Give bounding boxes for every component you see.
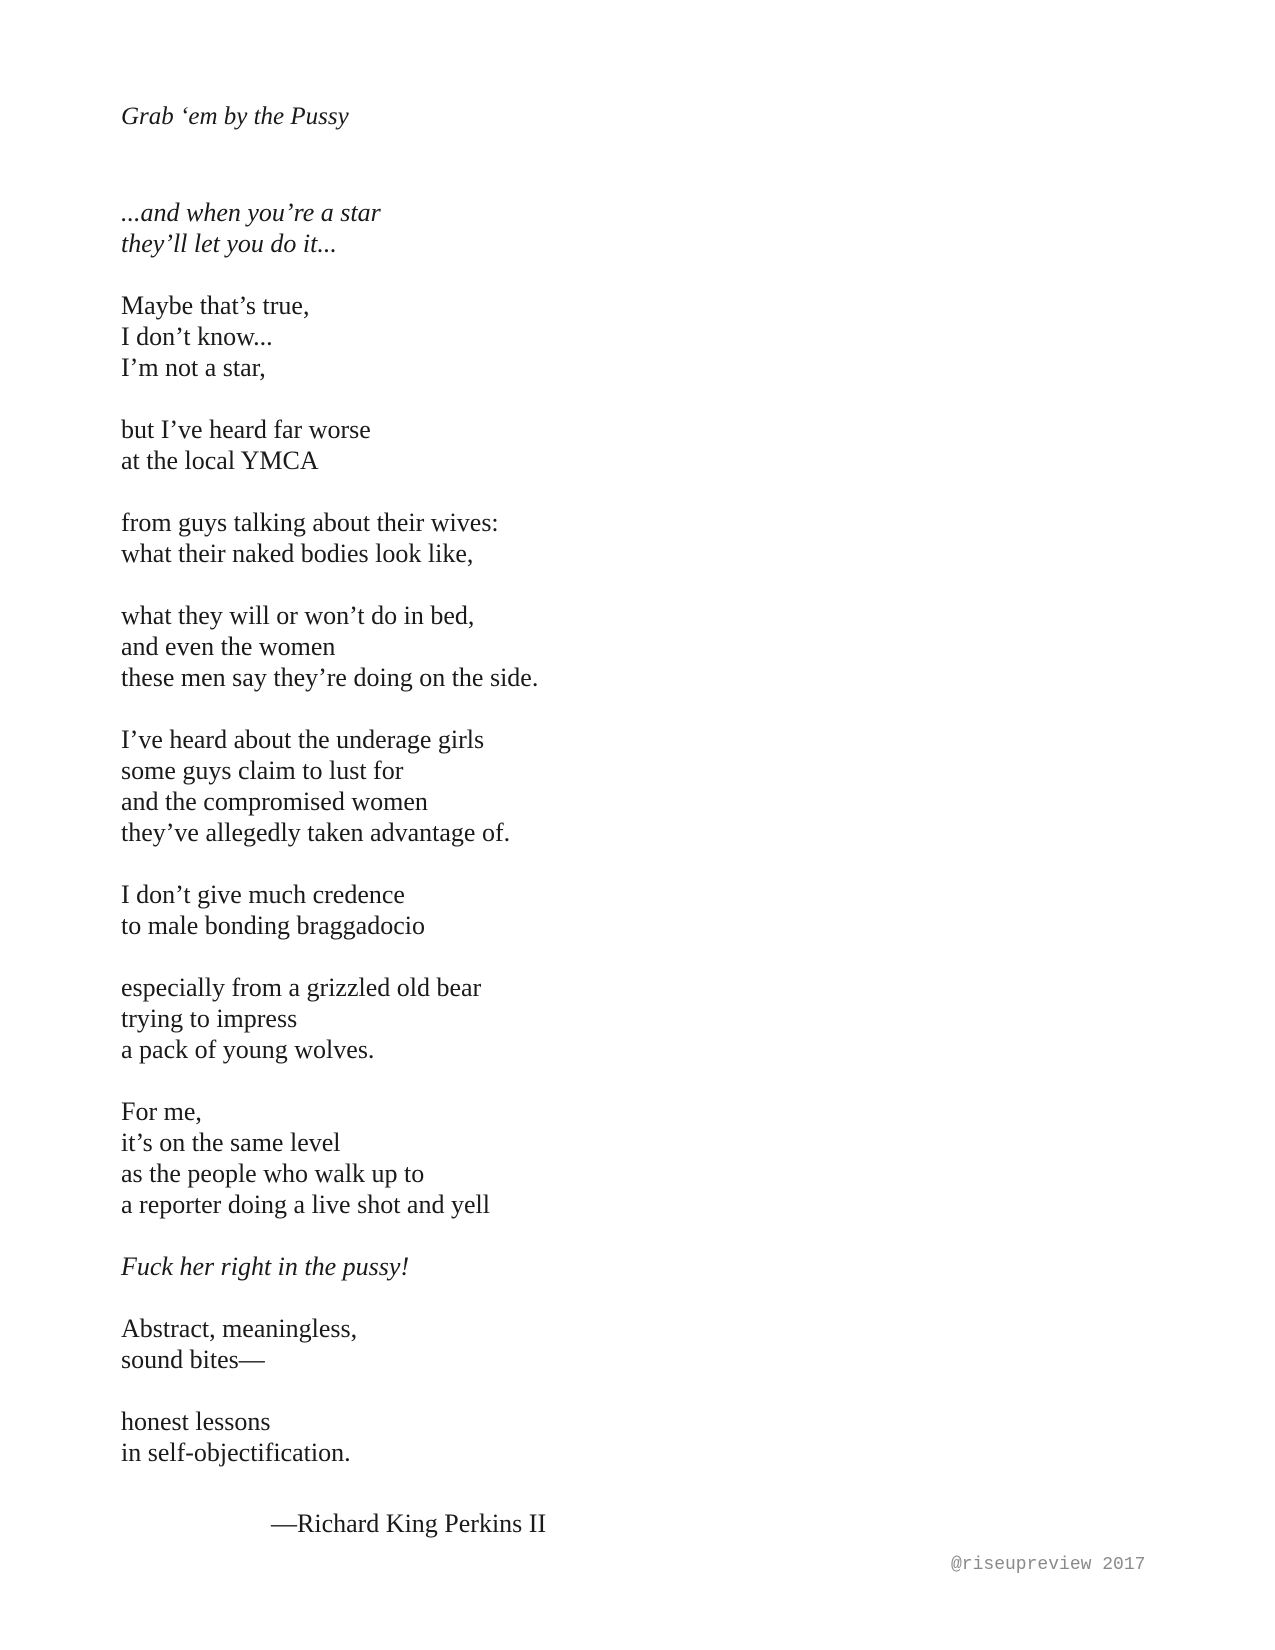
poem-line: Maybe that’s true, [121, 291, 310, 320]
stanza [121, 197, 1021, 259]
poem-line: what they will or won’t do in bed, [121, 601, 475, 630]
stanza [121, 1406, 1021, 1468]
poem-line: from guys talking about their wives: [121, 508, 499, 537]
poem-line: and the compromised women [121, 787, 428, 816]
poem-line: For me, [121, 1097, 202, 1126]
poem-line: Abstract, meaningless, [121, 1314, 358, 1343]
poem-line: especially from a grizzled old bear [121, 973, 482, 1002]
poem-line: a pack of young wolves. [121, 1035, 375, 1064]
poem-line: sound bites— [121, 1345, 265, 1374]
poem-line: in self-objectification. [121, 1438, 351, 1467]
stanza [121, 507, 1021, 569]
poem-line: Fuck her right in the pussy! [121, 1252, 410, 1281]
poem-author: —Richard King Perkins II [271, 1509, 547, 1538]
poem-line: honest lessons [121, 1407, 271, 1436]
poem-line: I don’t give much credence [121, 880, 405, 909]
stanza [121, 1096, 1021, 1220]
poem-line: but I’ve heard far worse [121, 415, 371, 444]
poem-line: it’s on the same level [121, 1128, 341, 1157]
stanza [121, 1313, 1021, 1375]
poem-line: I’ve heard about the underage girls [121, 725, 485, 754]
poem-line: trying to impress [121, 1004, 298, 1033]
poem-line: I’m not a star, [121, 353, 266, 382]
watermark: @riseupreview 2017 [951, 1555, 1146, 1575]
stanza [121, 1251, 1021, 1282]
poem-line: ...and when you’re a star [121, 198, 381, 227]
poem-body [121, 197, 1021, 1499]
poem-title: Grab ‘em by the Pussy [121, 103, 349, 130]
poem-line: a reporter doing a live shot and yell [121, 1190, 490, 1219]
poem-line: to male bonding braggadocio [121, 911, 425, 940]
stanza [121, 600, 1021, 693]
poem-line: some guys claim to lust for [121, 756, 404, 785]
poem-line: as the people who walk up to [121, 1159, 425, 1188]
poem-line: what their naked bodies look like, [121, 539, 474, 568]
poem-line: they’ll let you do it... [121, 229, 337, 258]
poem-line: and even the women [121, 632, 336, 661]
stanza [121, 724, 1021, 848]
poem-line: these men say they’re doing on the side. [121, 663, 539, 692]
poem-line: at the local YMCA [121, 446, 319, 475]
stanza [121, 879, 1021, 941]
stanza [121, 972, 1021, 1065]
stanza [121, 414, 1021, 476]
stanza [121, 290, 1021, 383]
poem-line: they’ve allegedly taken advantage of. [121, 818, 511, 847]
poem-line: I don’t know... [121, 322, 273, 351]
